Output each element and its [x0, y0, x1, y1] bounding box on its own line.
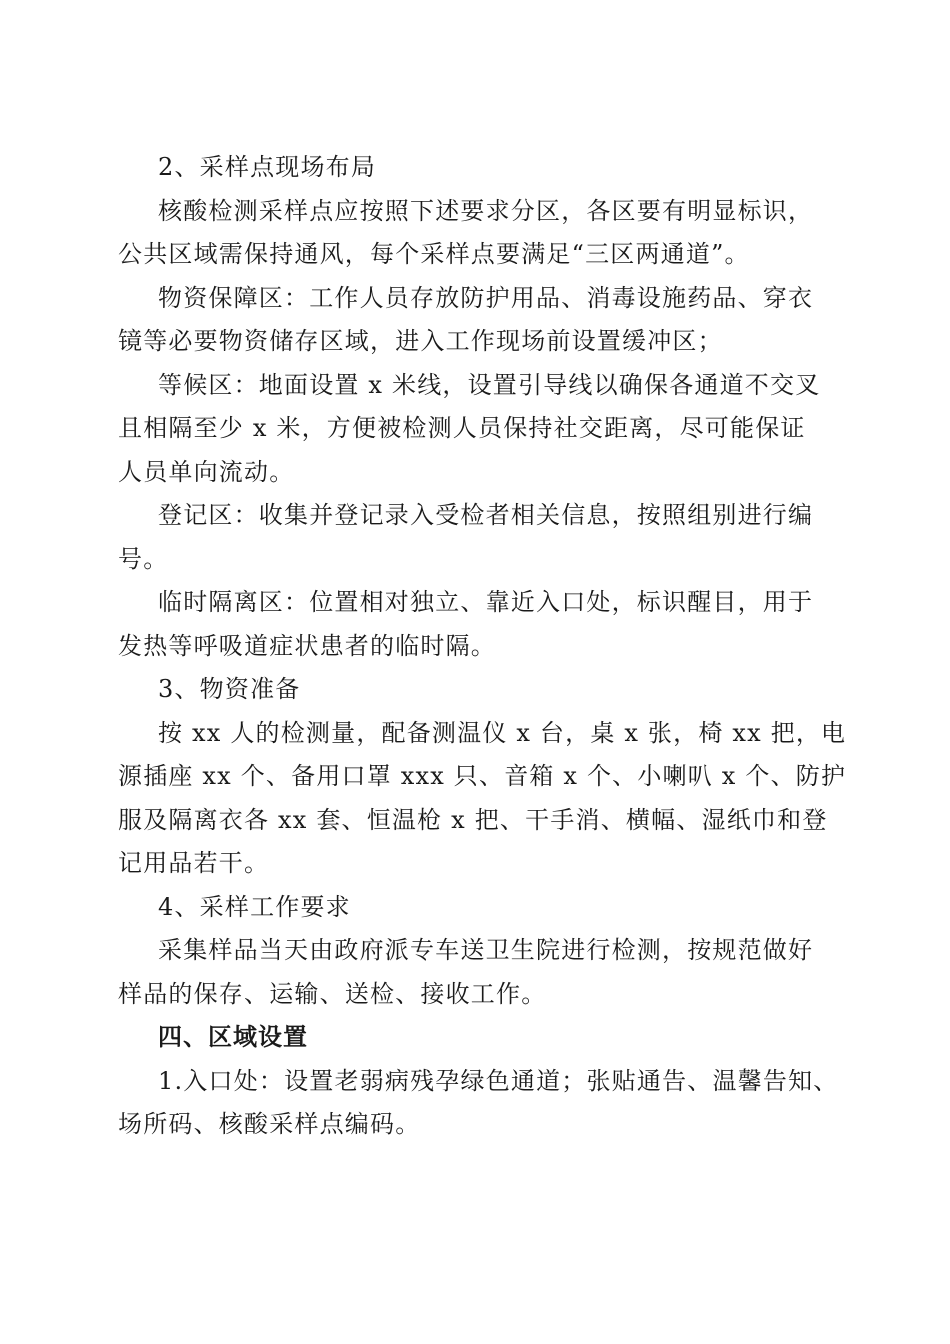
- section-heading-sampling-requirements: 4、采样工作要求: [158, 892, 351, 921]
- paragraph-line: 1.入口处：设置老弱病残孕绿色通道；张贴通告、温馨告知、: [158, 1066, 839, 1095]
- paragraph-line: 采集样品当天由政府派专车送卫生院进行检测，按规范做好: [158, 936, 814, 964]
- paragraph-line: 发热等呼吸道症状患者的临时隔。: [118, 631, 496, 660]
- paragraph-line: 场所码、核酸采样点编码。: [118, 1110, 421, 1138]
- paragraph-line: 服及隔离衣各 xx 套、恒温枪 x 把、干手消、横幅、湿纸巾和登: [118, 805, 828, 834]
- paragraph-line: 等候区：地面设置 x 米线，设置引导线以确保各通道不交叉: [158, 370, 821, 399]
- paragraph-line: 人员单向流动。: [118, 457, 295, 486]
- paragraph-line: 且相隔至少 x 米，方便被检测人员保持社交距离，尽可能保证: [118, 414, 806, 442]
- paragraph-line: 记用品若干。: [118, 849, 270, 877]
- paragraph-line: 登记区：收集并登记录入受检者相关信息，按照组别进行编: [158, 501, 814, 529]
- paragraph-line: 临时隔离区：位置相对独立、靠近入口处，标识醒目，用于: [158, 588, 814, 616]
- paragraph-line: 镜等必要物资储存区域，进入工作现场前设置缓冲区；: [118, 327, 723, 355]
- section-heading-supplies: 3、物资准备: [158, 675, 301, 703]
- paragraph-line: 公共区域需保持通风，每个采样点要满足“三区两通道”。: [118, 240, 750, 268]
- paragraph-line: 号。: [118, 544, 169, 573]
- paragraph-line: 样品的保存、运输、送检、接收工作。: [118, 979, 547, 1008]
- paragraph-line: 源插座 xx 个、备用口罩 xxx 只、音箱 x 个、小喇叭 x 个、防护: [118, 762, 847, 790]
- section-heading-sampling-layout: 2、采样点现场布局: [158, 153, 377, 181]
- document-page: [118, 146, 847, 1147]
- paragraph-line: 物资保障区：工作人员存放防护用品、消毒设施药品、穿衣: [158, 283, 814, 312]
- paragraph-line: 按 xx 人的检测量，配备测温仪 x 台，桌 x 张，椅 xx 把，电: [158, 718, 847, 747]
- chapter-heading-area-setup: 四、区域设置: [158, 1023, 308, 1051]
- paragraph-line: 核酸检测采样点应按照下述要求分区，各区要有明显标识，: [158, 196, 814, 225]
